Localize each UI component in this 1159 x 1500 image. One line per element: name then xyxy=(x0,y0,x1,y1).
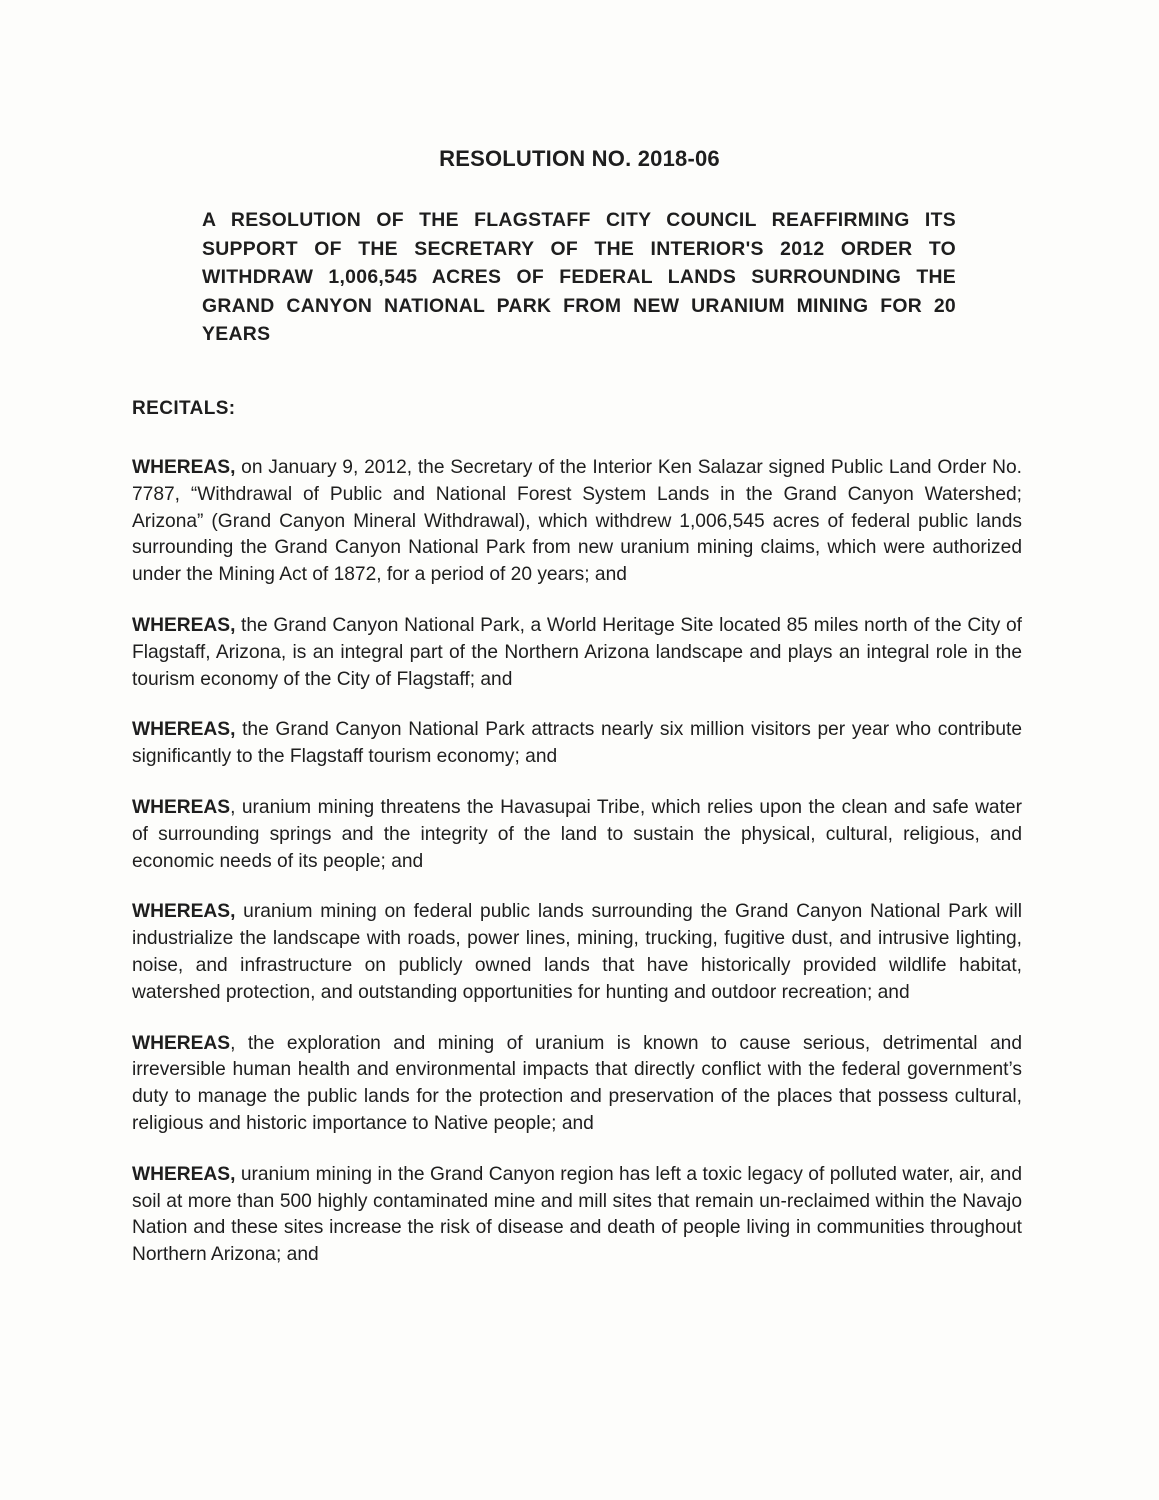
whereas-keyword: WHEREAS, xyxy=(132,1163,236,1185)
recital-paragraph xyxy=(132,1162,1022,1269)
whereas-keyword: WHEREAS xyxy=(132,1032,231,1054)
recitals-heading: RECITALS: xyxy=(132,398,236,419)
recital-text: uranium mining in the Grand Canyon region has left a toxic legacy of polluted water, air, and soil at more than 500 highly contaminated mine and mill sites that remain un-reclaimed within the Navajo Nation and these sites increase the risk of disease and death of people living in communities throughout Northern Arizona; and xyxy=(132,1163,1022,1266)
whereas-keyword: WHEREAS, xyxy=(132,614,236,636)
recital-paragraph xyxy=(132,795,1022,875)
recital-paragraph xyxy=(132,455,1022,589)
recital-paragraph xyxy=(132,613,1022,693)
recital-text: uranium mining on federal public lands surrounding the Grand Canyon National Park will industrialize the landscape with roads, power lines, mining, trucking, fugitive dust, and intrusive lighting, noise, and infrastructure on publicly owned lands that have historically provided wildlife habitat, watershed protection, and outstanding opportunities for hunting and outdoor recreation; and xyxy=(132,901,1022,1003)
recitals-list xyxy=(132,455,1022,1293)
whereas-keyword: WHEREAS xyxy=(132,796,231,818)
recital-paragraph xyxy=(132,899,1022,1006)
resolution-number: RESOLUTION NO. 2018-06 xyxy=(439,146,720,171)
recital-text: , the exploration and mining of uranium is known to cause serious, detrimental and irreversible human health and environmental impacts that directly conflict with the federal government’s duty to manage the public lands for the protection and preservation of the places that possess cultural, religious and historic importance to Native people; and xyxy=(132,1032,1022,1134)
recital-paragraph xyxy=(132,1031,1022,1138)
resolution-title: A RESOLUTION OF THE FLAGSTAFF CITY COUNCIL REAFFIRMING ITS SUPPORT OF THE SECRETARY OF THE INTERIOR'S 2012 ORDER TO WITHDRAW 1,006,545 ACRES OF FEDERAL LANDS SURROUNDING THE GRAND CANYON NATIONAL PARK FROM NEW URANIUM MINING FOR 20 YEARS xyxy=(202,209,956,346)
whereas-keyword: WHEREAS, xyxy=(132,901,236,923)
recital-text: the Grand Canyon National Park attracts nearly six million visitors per year who contribute significantly to the Flagstaff tourism economy; and xyxy=(132,719,1022,768)
recital-text: , uranium mining threatens the Havasupai Tribe, which relies upon the clean and safe water of surrounding springs and the integrity of the land to sustain the physical, cultural, religious, and economic needs of its people; and xyxy=(132,796,1022,872)
recital-text: the Grand Canyon National Park, a World Heritage Site located 85 miles north of the City of Flagstaff, Arizona, is an integral part of the Northern Arizona landscape and plays an integral role in the tourism economy of the City of Flagstaff; and xyxy=(132,614,1022,690)
recital-text: on January 9, 2012, the Secretary of the Interior Ken Salazar signed Public Land Order No. 7787, “Withdrawal of Public and National Forest System Lands in the Grand Canyon Watershed; Arizona” (Grand Canyon Mineral Withdrawal), which withdrew 1,006,545 acres of federal public lands surrounding the Grand Canyon National Park from new uranium mining claims, which were authorized under the Mining Act of 1872, for a period of 20 years; and xyxy=(132,457,1022,586)
whereas-keyword: WHEREAS, xyxy=(132,719,236,741)
whereas-keyword: WHEREAS, xyxy=(132,457,236,478)
recital-paragraph xyxy=(132,717,1022,771)
